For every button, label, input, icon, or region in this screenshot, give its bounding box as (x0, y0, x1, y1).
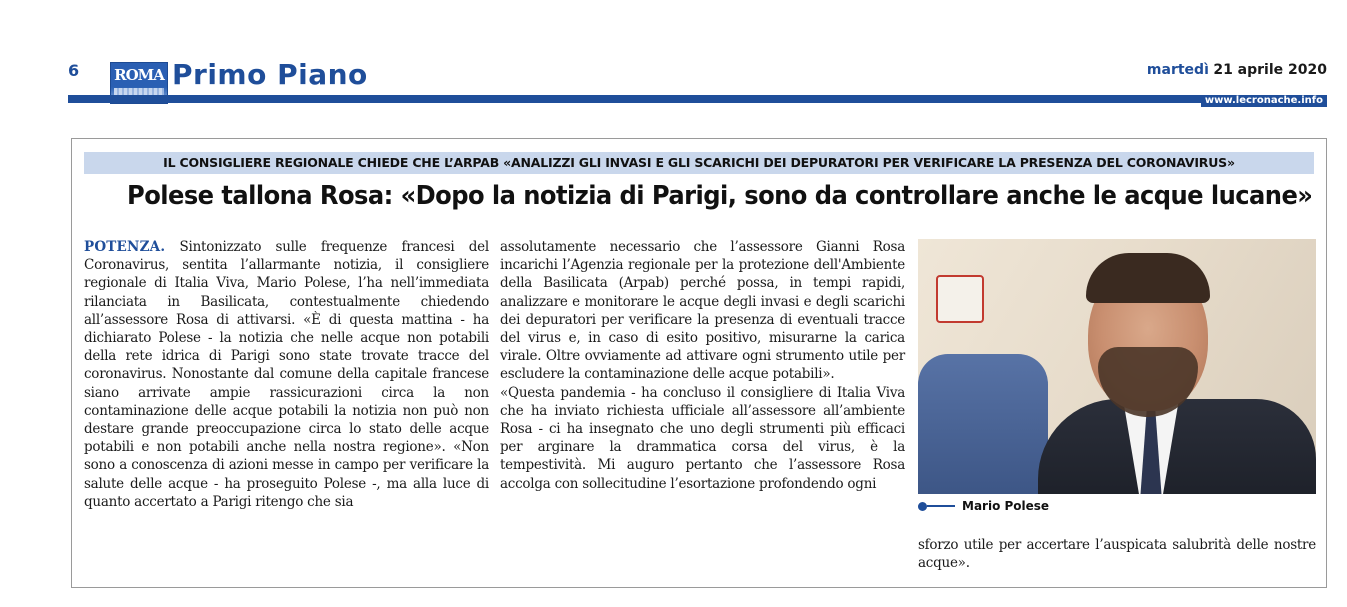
background-person-figure (918, 354, 1048, 494)
column-2-paragraph-1: assolutamente necessario che l’assessore Gianni Rosa incarichi l’Agenzia regionale per la protezione dell'Ambiente della Basilicata (Arpab) perché possa, in tempi rapidi, analizzare e monitorare le acque degli invasi e degli scarichi dei depuratori per verificare la presenza di eventuali tracce del virus e, in caso di esito positivo, misurarne la carica virale. Oltre ovviamente ad attivare ogni strumento utile per escludere la contaminazione delle acque potabili». (500, 239, 905, 383)
photo-mario-polese (918, 239, 1316, 494)
article-headline: Polese tallona Rosa: «Dopo la notizia di Parigi, sono da controllare anche le acque lucane» (127, 181, 1313, 211)
page-number: 6 (68, 61, 80, 80)
photo-caption (918, 498, 1049, 514)
issue-date-value: 21 aprile 2020 (1213, 62, 1327, 78)
photo-caption-text: Mario Polese (962, 499, 1050, 513)
article-box (71, 138, 1327, 588)
article-column-3 (918, 536, 1316, 572)
article-column-1 (84, 238, 489, 511)
website-url: www.lecronache.info (1201, 95, 1327, 107)
logo-text: ROMA (114, 66, 164, 84)
section-title: Primo Piano (172, 58, 368, 91)
issue-date (1147, 62, 1327, 78)
column-1-paragraph (84, 238, 489, 511)
dateline: POTENZA. (84, 239, 166, 255)
caption-line (927, 505, 955, 507)
article-column-2 (500, 238, 905, 493)
column-2-paragraph-2: «Questa pandemia - ha concluso il consigliere di Italia Viva che ha inviato richiesta ufficiale all’assessore all’ambiente Rosa - ci ha insegnato che uno degli strumenti più efficaci per arginare la drammatica corsa del virus, è la tempestività. Mi auguro pertanto che l’assessore Rosa accolga con sollecitudine l’esortazione profondendo ogni (500, 384, 905, 492)
column-1-text: Sintonizzato sulle frequenze francesi del Coronavirus, sentita l’allarmante notizia, il consigliere regionale di Italia Viva, Mario Polese, l’ha nell’immediata rilanciata in Basilicata, contestualmente chiedendo all’assessore Rosa di attivarsi. «È di questa mattina - ha dichiarato Polese - la notizia che nelle acque non potabili della rete idrica di Parigi sono state trovate tracce del coronavirus. Nonostante dal comune della capitale francese siano arrivate ampie rassicurazioni circa la non contaminazione delle acque potabili la notizia non può non destare grande preoccupazione circa lo stato delle acque potabili e non potabili anche nella nostra regione». «Non sono a conoscenza di azioni messe in campo per verificare la salute delle acque - ha proseguito Polese -, ma alla luce di quanto accertato a Parigi ritengo che sia (84, 239, 489, 510)
hair-shape (1086, 253, 1210, 303)
issue-weekday: martedì (1146, 62, 1209, 78)
masthead-rule (68, 95, 1327, 103)
article-kicker: IL CONSIGLIERE REGIONALE CHIEDE CHE L’ARPAB «ANALIZZI GLI INVASI E GLI SCARICHI DEI DEPURATORI PER VERIFICARE LA PRESENZA DEL CORONAVIRUS» (84, 152, 1314, 174)
suit-shape (1038, 399, 1316, 494)
no-smoking-sign-icon (936, 275, 984, 323)
column-3-paragraph: sforzo utile per accertare l’auspicata salubrità delle nostre acque». (918, 537, 1316, 572)
caption-bullet-icon (918, 502, 927, 511)
